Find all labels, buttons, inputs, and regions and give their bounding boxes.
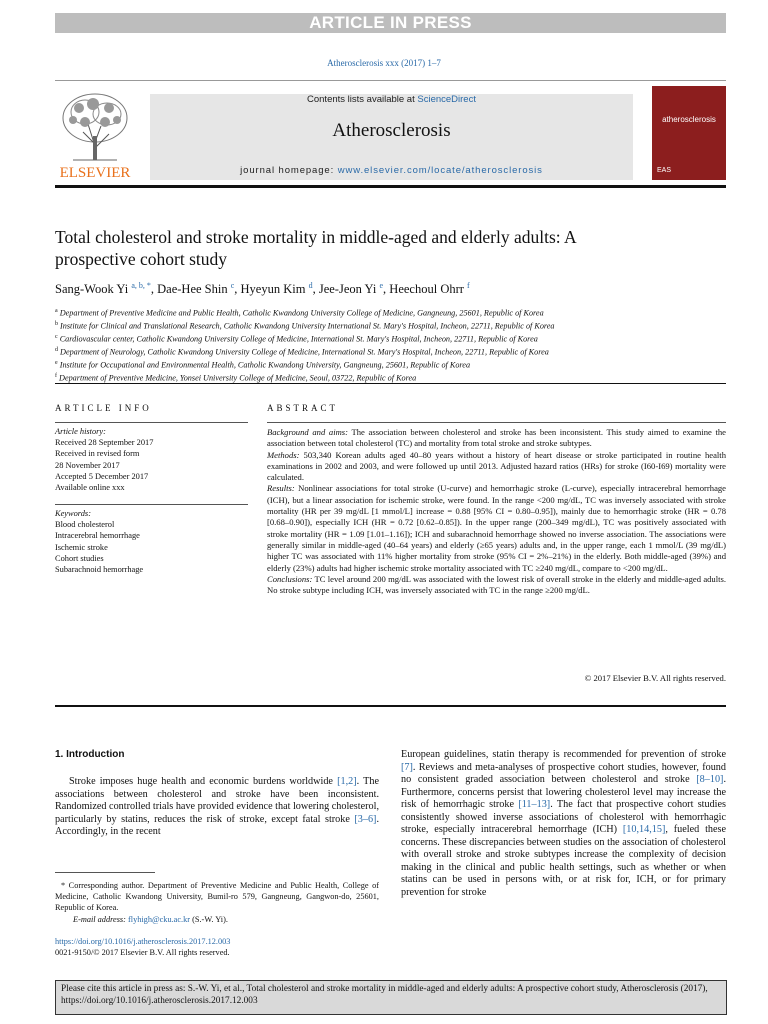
author-name: Sang-Wook Yi [55,282,129,297]
affiliation-item: $^e$ Institute for Occupational and Environmental Health, Catholic Kwandong University, Gangneung, 25601, Republic of Korea [55,359,471,370]
corresponding-author-text: * Corresponding author. Department of Preventive Medicine and Public Health, College of Medicine, Catholic Kwandong University, Bumil-ro 579, Gangneung, Gangwon-do, 25601, Republic of Korea. [55,881,379,913]
paragraph: European guidelines, statin therapy is recommended for prevention of stroke [7]. Reviews and meta-analyses of prospective cohort studies, however, found no consistent graded association between cholesterol and stroke [8–10]. Furthermore, concerns persist that lowering cholesterol level may increase the risk of hemorrhagic stroke [11–13]. The fact that prospective cohort studies consistently showed inverse associations of cholesterol with hemorrhagic stroke, especially intracerebral hemorrhage (ICH) [10,14,15], fueled these concerns. These discrepancies between studies on the association of cholesterol with overall stroke and stroke subtypes increase the complexity of decision making in the clinical and public health settings, such as whether or when statins can be used in persons with, or at risk for, ICH, or for primary prevention for stroke [401,749,727,899]
abstract-background: Background and aims: The association between cholesterol and stroke has been inconsistent. This study aimed to examine the association between total cholesterol (TC) and mortality from total stroke and stroke subtypes. [267,427,726,449]
author-affiliation-link[interactable]: e [379,281,384,290]
section-divider [55,383,726,384]
eas-logo: EAS [657,167,672,174]
keyword-item: Intracerebral hemorrhage [55,531,140,541]
author-affiliation-link[interactable]: a, b, * [131,281,151,290]
citation-link[interactable]: [7] [401,761,413,773]
sciencedirect-link[interactable]: ScienceDirect [417,94,476,105]
affiliation-item: $^f$ Department of Preventive Medicine, Yonsei University College of Medicine, Seoul, 03722, Republic of Korea [55,372,417,383]
paragraph: Stroke imposes huge health and economic burdens worldwide [1,2]. The associations between cholesterol and stroke have been inconsistent. Randomized controlled trials have provided evidence that lowering cholesterol, particularly by statins, reduces the risk of stroke, except fatal stroke [3–6]. Accordingly, in the recent [55,776,380,838]
article-history [55,426,255,493]
citation-link[interactable]: [10,14,15] [622,824,666,836]
contents-line [150,94,633,105]
author-affiliation-link[interactable]: d [308,281,313,290]
copyright-notice: © 2017 Elsevier B.V. All rights reserved. [584,673,726,683]
keywords-rule [55,504,248,505]
history-item: Received 28 September 2017 [55,438,154,448]
abstract-methods: Methods: 503,340 Korean adults aged 40–80 years without a history of heart disease or stroke participated in routine health examinations in 2002 and 2003, and were followed up until 2013. Adjusted hazard ratios (HRs) for stroke (I60-I69) mortality were calculated. [267,449,726,483]
article-title: Total cholesterol and stroke mortality in middle-aged and elderly adults: A prospective cohort study [55,227,576,269]
footnote-rule [55,872,155,873]
header-divider [55,80,726,81]
email-link[interactable]: flyhigh@cku.ac.kr [128,914,191,924]
journal-cover-image [652,86,726,180]
elsevier-wordmark: ELSEVIER [59,165,131,181]
article-info-rule [55,422,248,423]
history-item: Received in revised form [55,449,140,459]
journal-reference-link[interactable]: Atherosclerosis xxx (2017) 1–7 [327,58,441,68]
contents-prefix: Contents lists available at [307,94,418,105]
journal-title: Atherosclerosis [332,120,451,141]
abstract-conclusions: Conclusions: TC level around 200 mg/dL was associated with the lowest risk of overall stroke in the elderly and middle-aged adults. No stroke subtype including ICH, was inversely associated with TC in the range ≥200 mg/dL. [267,573,726,596]
author-name: Dae-Hee Shin [157,282,228,297]
corresponding-author-footnote [55,880,379,925]
author-affiliation-link[interactable]: c [230,281,235,290]
article-info-heading: ARTICLE INFO [55,403,152,413]
author-list: Sang-Wook Yi $^{a, b, *}$, Dae-Hee Shin $^c$, Hyeyun Kim $^d$, Jee-Jeon Yi $^e$, Heechoul Ohrr $^f$ [55,281,470,297]
keyword-item: Ischemic stroke [55,542,108,552]
author-affiliation-link[interactable]: f [467,281,470,290]
issn-line: 0021-9150/© 2017 Elsevier B.V. All rights reserved. [55,948,230,957]
author-name: Heechoul Ohrr [389,282,464,297]
homepage-prefix: journal homepage: [240,165,338,176]
introduction-right-column [401,749,726,900]
body-divider [55,705,726,707]
keywords-list [55,508,255,575]
introduction-heading: 1. Introduction [55,749,125,760]
citation-box: Please cite this article in press as: S.-W. Yi, et al., Total cholesterol and stroke mortality in middle-aged and elderly adults: A prospective cohort study, Atherosclerosis (2017), https://doi.org/10.1016/j.atherosclerosis.2017.12.003 [55,980,727,1015]
introduction-left-column [55,776,379,839]
keyword-item: Blood cholesterol [55,520,115,530]
abstract-heading: ABSTRACT [267,403,339,413]
abstract-rule [267,422,726,423]
keyword-item: Cohort studies [55,553,104,563]
citation-link[interactable]: [1,2] [337,776,357,787]
author-name: Hyeyun Kim [240,282,306,297]
abstract-results: Results: Nonlinear associations for total stroke (U-curve) and hemorrhagic stroke (L-curve), especially intracerebral hemorrhage (ICH), but a linear association for ischemic stroke, were found. In the range <200 mg/dL, TC was inversely associated with stroke mortality (HR per 39 mg/dL [1 mmol/L] increase = 0.88 [95% CI = 0.80–0.95]), mainly due to hemorrhagic stroke (HR = 0.78 [0.68–0.90]), especially ICH (HR = 0.72 [0.62–0.85]). In the upper range (200–349 mg/dL), TC was positively associated with stroke mortality (HR = 1.09 [1.01–1.16]); ICH and subarachnoid hemorrhage showed no inverse association. The associations were generally similar in middle-aged (40–64 years) and elderly (≥65 years) adults and, in the upper range, each 1 mmol/L (39 mg/dL) higher TC was associated with 11% higher mortality from stroke (95% CI = 2%–21%) in the elderly. Both middle-aged (39%) and elderly (23%) adults had higher ischemic stroke mortality associated with TC ≥240 mg/dL, compare to <200 mg/dL. [267,483,726,573]
affiliation-item: $^c$ Cardiovascular center, Catholic Kwandong University College of Medicine, International St. Mary's Hospital, Incheon, 22711, Republic of Korea [55,333,538,344]
keyword-item: Subarachnoid hemorrhage [55,565,144,575]
citation-link[interactable]: [3–6] [354,813,377,825]
email-line: E-mail address: flyhigh@cku.ac.kr (S.-W. Yi). [73,914,228,924]
abstract-body [267,427,726,596]
history-item: Accepted 5 December 2017 [55,471,149,481]
affiliation-item: $^d$ Department of Neurology, Catholic Kwandong University College of Medicine, International St. Mary's Hospital, Incheon, 22711, Republic of Korea [55,346,549,357]
citation-link[interactable]: [11–13] [518,799,551,811]
history-label: Article history: [55,427,106,436]
article-in-press-banner: ARTICLE IN PRESS [55,13,726,33]
journal-homepage-line [150,165,633,176]
doi-link[interactable]: https://doi.org/10.1016/j.atherosclerosis.2017.12.003 [55,937,231,946]
masthead-rule [55,185,726,188]
author-name: Jee-Jeon Yi [318,282,377,297]
affiliation-item: $^b$ Institute for Clinical and Translational Research, Catholic Kwandong University International St. Mary's Hospital, Incheon, 22711, Republic of Korea [55,320,555,331]
keywords-label: Keywords: [55,509,91,518]
journal-cover-title: atherosclerosis [662,115,716,124]
affiliation-item: $^a$ Department of Preventive Medicine and Public Health, Catholic Kwandong University College of Medicine, Gangneung, 25601, Republic of Korea [55,308,544,318]
affiliation-list [55,306,735,384]
history-item: Available online xxx [55,483,125,493]
history-item: 28 November 2017 [55,460,120,470]
homepage-link[interactable]: www.elsevier.com/locate/atherosclerosis [337,165,543,176]
citation-link[interactable]: [8–10] [696,774,724,786]
